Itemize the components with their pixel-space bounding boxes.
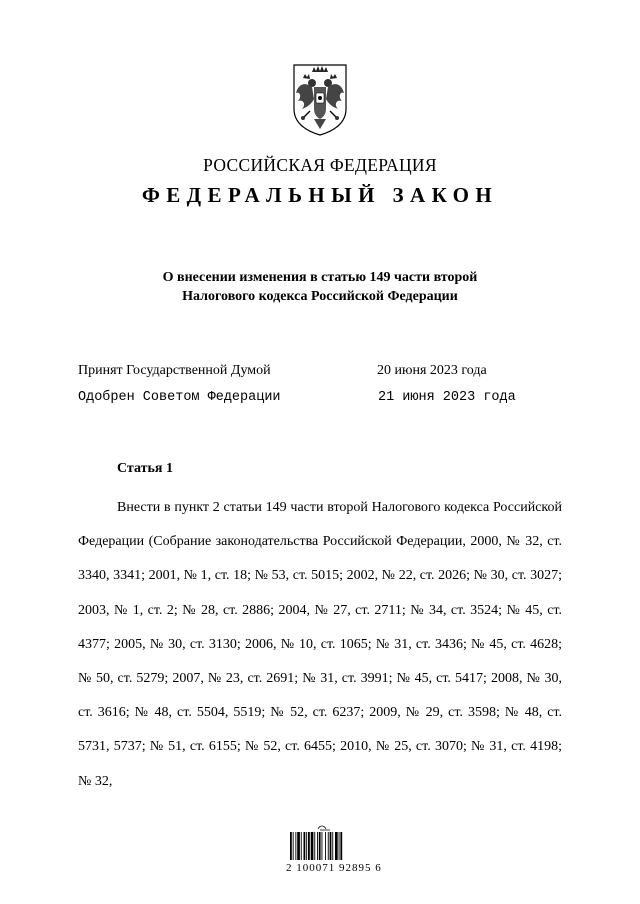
council-approval-date: 21 июня 2023 года (378, 390, 516, 405)
barcode-icon (290, 824, 360, 862)
duma-adoption-label: Принят Государственной Думой (78, 363, 271, 378)
law-type-heading: ФЕДЕРАЛЬНЫЙ ЗАКОН (141, 183, 499, 207)
law-title-line-1: О внесении изменения в статью 149 части второй (162, 270, 478, 285)
coat-of-arms-icon (288, 63, 352, 137)
article-heading: Статья 1 (117, 461, 173, 476)
country-name: РОССИЙСКАЯ ФЕДЕРАЦИЯ (203, 155, 437, 175)
article-body-text: Внести в пункт 2 статьи 149 части второй Налогового кодекса Российской Федерации (Собрание законодательства Российской Федерации, 2000, № 32, ст. 3340, 3341; 2001, № 1, ст. 18; № 53, ст. 5015; 2002, № 22, ст. 2026; № 30, ст. 3027; 2003, № 1, ст. 2; № 28, ст. 2886; 2004, № 27, ст. 2711; № 34, ст. 3524; № 45, ст. 4377; 2005, № 30, ст. 3130; 2006, № 10, ст. 1065; № 31, ст. 3436; № 45, ст. 4628; № 50, ст. 5279; 2007, № 23, ст. 2691; № 31, ст. 3991; № 45, ст. 5417; 2008, № 30, ст. 3616; № 48, ст. 5504, 5519; № 52, ст. 6237; 2009, № 29, ст. 3598; № 48, ст. 5731, 5737; № 51, ст. 6155; № 52, ст. 6455; 2010, № 25, ст. 3070; № 31, ст. 4198; № 32, (78, 500, 562, 789)
law-title-line-2: Налогового кодекса Российской Федерации (182, 289, 458, 304)
law-title (0, 268, 640, 306)
duma-adoption-date: 20 июня 2023 года (377, 363, 487, 378)
barcode-number: 2 100071 92895 6 (286, 862, 382, 874)
council-approval-label: Одобрен Советом Федерации (78, 390, 281, 405)
